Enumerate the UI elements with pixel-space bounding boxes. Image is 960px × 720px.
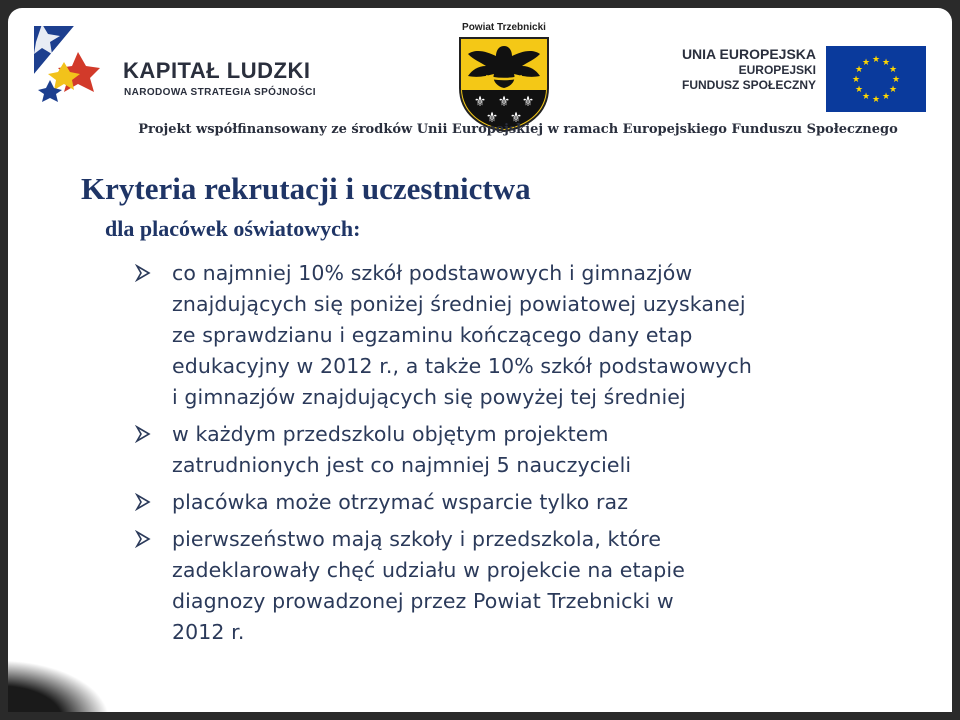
svg-text:★: ★: [871, 95, 881, 105]
bullet-line: znajdujących się poniżej średniej powiatowej uzyskanej: [172, 292, 746, 316]
bullet-line: placówka może otrzymać wsparcie tylko raz: [172, 490, 629, 514]
page-subtitle: dla placówek oświatowych:: [105, 216, 361, 241]
bullet-line: i gimnazjów znajdujących się powyżej tej średniej: [172, 385, 686, 409]
kapital-ludzki-title: KAPITAŁ LUDZKI: [123, 58, 311, 83]
svg-text:★: ★: [891, 75, 901, 85]
svg-text:⚜: ⚜: [497, 94, 511, 110]
powiat-label: Powiat Trzebnicki: [462, 22, 546, 33]
criteria-list: [134, 258, 894, 654]
bullet-line: co najmniej 10% szkół podstawowych i gimnazjów: [172, 261, 693, 285]
bullet-line: zatrudnionych jest co najmniej 5 nauczycieli: [172, 453, 632, 477]
slide-corner-shade: [8, 660, 110, 712]
svg-text:★: ★: [888, 85, 898, 95]
arrow-bullet-icon: [134, 264, 152, 282]
bullet-line: diagnozy prowadzonej przez Powiat Trzebnicki w: [172, 589, 674, 613]
bullet-line: edukacyjny w 2012 r., a także 10% szkół podstawowych: [172, 354, 753, 378]
svg-text:★: ★: [854, 85, 864, 95]
page-title: Kryteria rekrutacji i uczestnictwa: [81, 171, 531, 206]
svg-text:★: ★: [881, 92, 891, 102]
svg-text:⚜: ⚜: [509, 110, 523, 126]
svg-text:⚜: ⚜: [473, 94, 487, 110]
svg-text:★: ★: [871, 55, 881, 65]
list-item: [134, 258, 894, 413]
eu-fund-label: [608, 46, 816, 93]
bullet-line: 2012 r.: [172, 620, 245, 644]
list-item: [134, 419, 894, 481]
arrow-bullet-icon: [134, 425, 152, 443]
bullet-line: w każdym przedszkolu objętym projektem: [172, 422, 609, 446]
project-cofinancing-line: Projekt współfinansowany ze środków Unii Europejskiej w ramach Europejskiego Funduszu Społecznego: [138, 122, 898, 137]
kapital-ludzki-subtitle: NARODOWA STRATEGIA SPÓJNOŚCI: [124, 87, 316, 98]
arrow-bullet-icon: [134, 493, 152, 511]
svg-text:⚜: ⚜: [521, 94, 535, 110]
svg-text:⚜: ⚜: [485, 110, 499, 126]
bullet-line: pierwszeństwo mają szkoły i przedszkola, które: [172, 527, 662, 551]
svg-text:★: ★: [854, 65, 864, 75]
svg-text:★: ★: [851, 75, 861, 85]
eu-line2: EUROPEJSKI: [738, 63, 816, 77]
bullet-line: zadeklarowały chęć udziału w projekcie na etapie: [172, 558, 685, 582]
list-item: [134, 487, 894, 518]
slide: [8, 8, 952, 712]
svg-text:★: ★: [861, 58, 871, 68]
kapital-ludzki-logo-icon: [34, 22, 114, 118]
svg-text:★: ★: [861, 92, 871, 102]
eu-line3: FUNDUSZ SPOŁECZNY: [681, 78, 816, 92]
eu-line1: UNIA EUROPEJSKA: [681, 46, 816, 62]
list-item: [134, 524, 894, 648]
svg-text:★: ★: [881, 58, 891, 68]
svg-text:★: ★: [888, 65, 898, 75]
arrow-bullet-icon: [134, 530, 152, 548]
powiat-coat-of-arms-icon: [456, 36, 552, 132]
bullet-line: ze sprawdzianu i egzaminu kończącego dany etap: [172, 323, 693, 347]
eu-flag-icon: [826, 46, 926, 112]
